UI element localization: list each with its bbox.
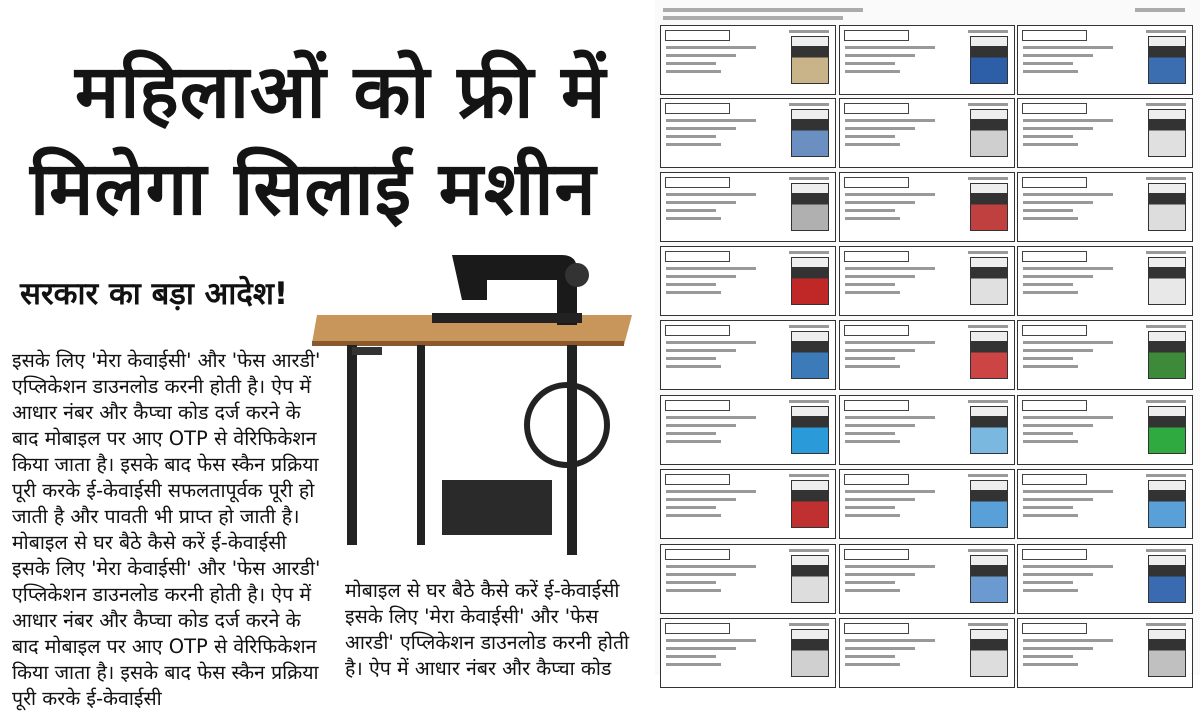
voter-photo — [1148, 480, 1186, 528]
voter-photo — [1148, 257, 1186, 305]
voter-photo — [970, 183, 1008, 231]
voter-photo — [791, 257, 829, 305]
list-header-text — [1135, 8, 1185, 12]
voter-photo — [791, 183, 829, 231]
voter-photo — [1148, 109, 1186, 157]
voter-card — [660, 544, 836, 614]
article-body-middle: मोबाइल से घर बैठे कैसे करें ई-केवाईसी इसके लिए 'मेरा केवाईसी' और 'फेस आरडी' एप्लिकेशन डाउनलोड करनी होती है। ऐप में आधार नंबर और कैप्चा कोड — [345, 579, 630, 680]
voter-card — [1017, 25, 1193, 95]
voter-photo — [1148, 406, 1186, 454]
voter-card — [1017, 320, 1193, 390]
voter-card — [1017, 395, 1193, 465]
voter-card — [839, 320, 1015, 390]
voter-card — [660, 395, 836, 465]
article-body-left: इसके लिए 'मेरा केवाईसी' और 'फेस आरडी' एप्लिकेशन डाउनलोड करनी होती है। ऐप में आधार नंबर और कैप्चा कोड दर्ज करने के बाद मोबाइल पर आए OTP से वेरिफिकेशन किया जाता है। इसके बाद फेस स्कैन प्रक्रिया पूरी करके ई-केवाईसी सफलतापूर्वक पूरी हो जाती है और पावती भी प्राप्त हो जाती है।मोबाइल से घर बैठे कैसे करें ई-केवाईसी इसके लिए 'मेरा केवाईसी' और 'फेस आरडी' एप्लिकेशन डाउनलोड करनी होती है। ऐप में आधार नंबर और कैप्चा कोड दर्ज करने के बाद मोबाइल पर आए OTP से वेरिफिकेशन किया जाता है। इसके बाद फेस स्कैन प्रक्रिया पूरी करके ई-केवाईसी — [12, 349, 321, 710]
voter-card — [839, 246, 1015, 316]
voter-photo — [791, 331, 829, 379]
sewing-machine-image — [312, 245, 637, 565]
voter-photo — [791, 480, 829, 528]
voter-photo — [970, 109, 1008, 157]
voter-card — [839, 172, 1015, 242]
voter-photo — [970, 406, 1008, 454]
voter-photo — [1148, 183, 1186, 231]
voter-card — [1017, 469, 1193, 539]
left-leg — [347, 345, 357, 545]
subheading: सरकार का बड़ा आदेश! — [20, 276, 289, 312]
voter-photo — [791, 36, 829, 84]
voter-card — [660, 172, 836, 242]
voter-card — [1017, 544, 1193, 614]
voter-card — [660, 98, 836, 168]
voter-card — [839, 25, 1015, 95]
voter-photo — [791, 406, 829, 454]
voter-photo — [1148, 36, 1186, 84]
voter-card — [660, 618, 836, 688]
headline-line-1: महिलाओं को फ्री में — [75, 49, 607, 135]
voter-photo — [791, 109, 829, 157]
voter-photo — [970, 480, 1008, 528]
voter-card — [839, 395, 1015, 465]
list-header-text — [663, 8, 863, 12]
voter-card — [1017, 246, 1193, 316]
voter-card — [839, 469, 1015, 539]
list-header-text — [663, 16, 843, 20]
voter-photo — [791, 629, 829, 677]
voter-photo — [1148, 629, 1186, 677]
treadle — [442, 480, 552, 535]
voter-card — [1017, 618, 1193, 688]
voter-card — [839, 618, 1015, 688]
headline-line-2: मिलेगा सिलाई मशीन — [30, 146, 597, 232]
voter-list-image — [655, 0, 1200, 675]
voter-photo — [970, 555, 1008, 603]
voter-card — [660, 246, 836, 316]
voter-card — [1017, 98, 1193, 168]
voter-photo — [970, 629, 1008, 677]
voter-photo — [970, 257, 1008, 305]
voter-card — [839, 544, 1015, 614]
voter-photo — [1148, 555, 1186, 603]
voter-card — [839, 98, 1015, 168]
voter-photo — [1148, 331, 1186, 379]
voter-card — [660, 469, 836, 539]
voter-photo — [970, 36, 1008, 84]
voter-card — [660, 25, 836, 95]
voter-card — [1017, 172, 1193, 242]
voter-card — [660, 320, 836, 390]
voter-photo — [970, 331, 1008, 379]
voter-photo — [791, 555, 829, 603]
